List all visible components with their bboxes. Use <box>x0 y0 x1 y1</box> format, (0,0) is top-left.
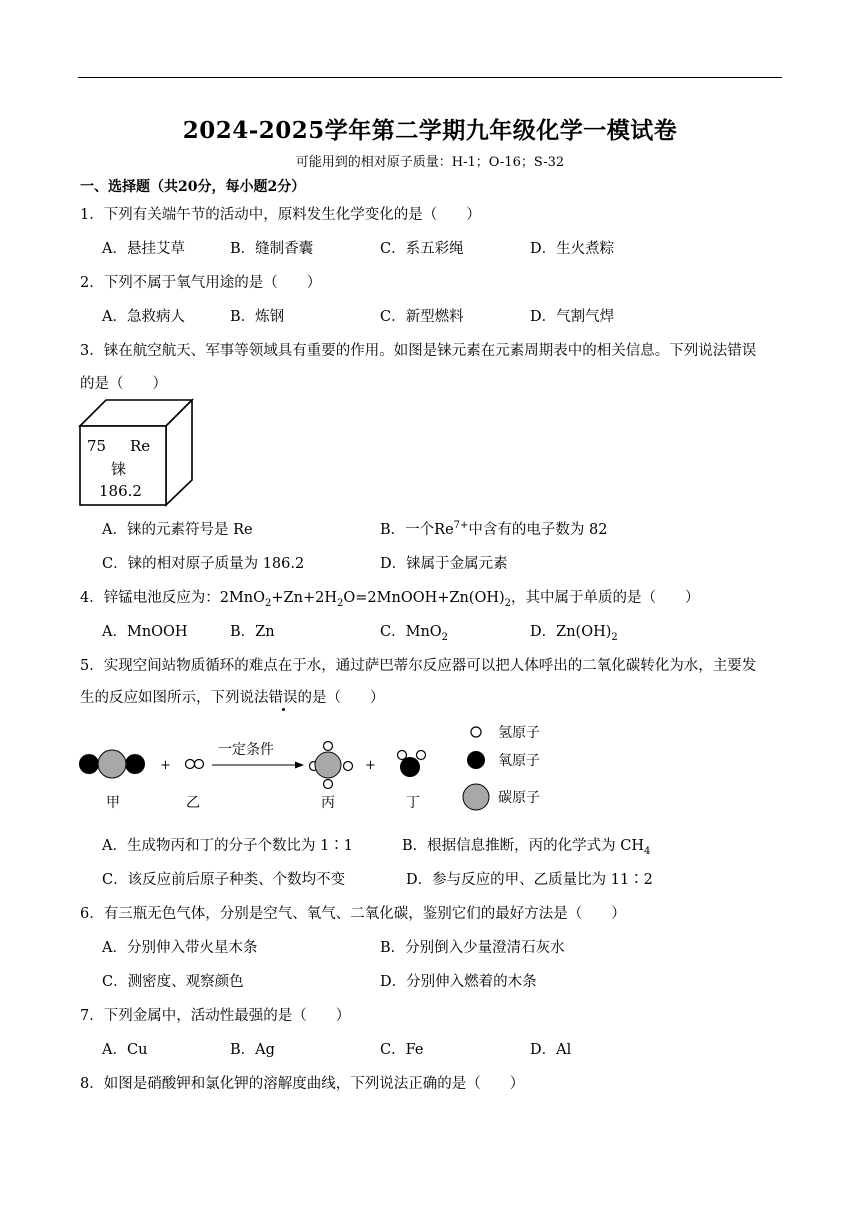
label-ding: 丁 <box>406 795 420 811</box>
q7-option-d: D．Al <box>530 1042 572 1058</box>
label-bing: 丙 <box>321 795 335 811</box>
q6-option-d: D．分别伸入燃着的木条 <box>380 974 537 990</box>
reaction-condition: 一定条件 <box>218 742 274 758</box>
question-7-stem: 7．下列金属中，活动性最强的是（ ） <box>80 1008 351 1024</box>
label-yi: 乙 <box>186 795 200 811</box>
question-8-stem: 8．如图是硝酸钾和氯化钾的溶解度曲线，下列说法正确的是（ ） <box>80 1076 525 1092</box>
question-1-stem: 1．下列有关端午节的活动中，原料发生化学变化的是（ ） <box>80 207 481 223</box>
h2-molecule <box>186 760 204 769</box>
q1-option-a: A．悬挂艾草 <box>102 241 185 257</box>
q1-option-b: B．缝制香囊 <box>230 241 314 257</box>
q4-option-b: B．Zn <box>230 624 275 640</box>
legend-hydrogen-label: 氢原子 <box>498 725 540 741</box>
legend-oxygen-label: 氧原子 <box>498 753 540 769</box>
question-6-stem: 6．有三瓶无色气体，分别是空气、氧气、二氧化碳，鉴别它们的最好方法是（ ） <box>80 906 626 922</box>
q1-option-c: C．系五彩绳 <box>380 241 464 257</box>
question-2-stem: 2．下列不属于氧气用途的是（ ） <box>80 275 322 291</box>
atomic-mass-note: 可能用到的相对原子质量：H-1；O-16；S-32 <box>295 155 565 170</box>
legend-carbon-label: 碳原子 <box>498 790 540 806</box>
q2-option-b: B．炼钢 <box>230 309 285 325</box>
q6-option-b: B．分别倒入少量澄清石灰水 <box>380 940 565 956</box>
co2-molecule <box>79 750 145 778</box>
q5-option-d: D．参与反应的甲、乙质量比为 11∶2 <box>406 872 653 888</box>
q7-option-c: C．Fe <box>380 1042 424 1058</box>
element-number: 75 <box>87 437 107 455</box>
plus-sign-1: + <box>160 758 171 773</box>
element-mass: 186.2 <box>99 482 142 500</box>
q4-option-d: D．$Zn(OH)_2$ <box>530 624 618 643</box>
q7-option-a: A．Cu <box>102 1042 148 1058</box>
plus-sign-2: + <box>365 758 376 773</box>
question-3-stem-line2: 的是（ ） <box>80 376 167 392</box>
page-title: 2024-2025学年第二学期九年级化学一模试卷 <box>182 117 678 144</box>
q4-option-c: C．MnO$_2$ <box>380 624 449 643</box>
q5-option-a: A．生成物丙和丁的分子个数比为 1∶1 <box>102 838 354 854</box>
rhenium-element-card <box>78 398 196 508</box>
legend-hydrogen-icon <box>471 727 481 737</box>
q2-option-d: D．气割气焊 <box>530 309 615 325</box>
question-3-stem-line1: 3．铼在航空航天、军事等领域具有重要的作用。如图是铼元素在元素周期表中的相关信息。下列说法错误 <box>80 343 757 359</box>
q3-option-d: D．铼属于金属元素 <box>380 556 508 572</box>
question-4-stem: 4．锌锰电池反应为：$2MnO_2+Zn+2H_2O=2MnOOH+Zn(OH)_2$，其中属于单质的是（ ） <box>80 590 700 609</box>
section-heading: 一、选择题（共20分，每小题2分） <box>80 179 306 195</box>
q3-option-b: B．一个$Re^{7+}$中含有的电子数为 82 <box>380 520 608 538</box>
legend-carbon-icon <box>463 784 489 810</box>
element-name: 铼 <box>111 460 127 478</box>
q3-option-a: A．铼的元素符号是 Re <box>102 522 253 538</box>
question-5-stem-line2: 生的反应如图所示，下列说法错误的是（ ） <box>80 690 385 706</box>
q6-option-c: C．测密度、观察颜色 <box>102 974 244 990</box>
reaction-diagram <box>76 718 576 814</box>
question-5-stem-line1: 5．实现空间站物质循环的难点在于水，通过萨巴蒂尔反应器可以把人体呼出的二氧化碳转化为水，主要发 <box>80 658 757 674</box>
q6-option-a: A．分别伸入带火星木条 <box>102 940 258 956</box>
q2-option-c: C．新型燃料 <box>380 309 464 325</box>
legend-oxygen-icon <box>467 751 485 769</box>
q1-option-d: D．生火煮粽 <box>530 241 615 257</box>
q2-option-a: A．急救病人 <box>102 309 185 325</box>
q5-option-c: C．该反应前后原子种类、个数均不变 <box>102 872 346 888</box>
q4-option-a: A．MnOOH <box>102 624 188 640</box>
q3-option-c: C．铼的相对原子质量为 186.2 <box>102 556 305 572</box>
q5-option-b: B．根据信息推断，丙的化学式为 $CH_4$ <box>402 838 651 857</box>
label-jia: 甲 <box>106 795 120 811</box>
h2o-molecule <box>398 751 426 778</box>
q7-option-b: B．Ag <box>230 1042 275 1058</box>
arrow-head-icon <box>295 762 304 769</box>
header-rule <box>78 77 782 78</box>
element-symbol: Re <box>130 437 151 455</box>
ch4-molecule <box>310 742 353 789</box>
